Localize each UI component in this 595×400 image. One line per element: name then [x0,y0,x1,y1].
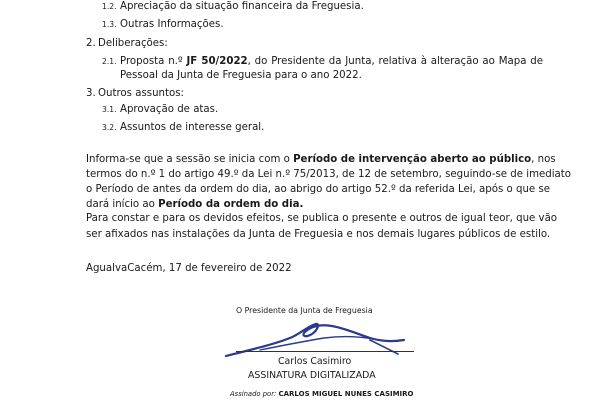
handwritten-signature [220,316,410,360]
stamp-label: Assinado por: [230,390,277,398]
item-text: Outros assuntos: [98,88,184,99]
bold-text: Período de intervenção aberto ao público [293,154,532,165]
text-run: , nos [531,154,556,165]
item-number: 1.2. [102,2,117,11]
proposal-number: JF 50/2022 [186,56,248,67]
item-text: Aprovação de atas. [120,104,219,115]
item-text: Apreciação da situação financeira da Freguesia. [120,1,364,12]
item-text-pre: Proposta n.º [120,56,187,67]
signatory-role: O Presidente da Junta de Freguesia [236,306,373,315]
item-text [120,55,543,68]
stamp-name: CARLOS MIGUEL NUNES CASIMIRO [278,390,414,398]
text-run: dará início ao [86,199,159,210]
signature-caption: ASSINATURA DIGITALIZADA [248,370,376,381]
item-text: Outras Informações. [120,19,224,30]
text-run: Informa-se que a sessão se inicia com o [86,154,294,165]
item-text-line2: Pessoal da Junta de Freguesia para o ano 2022. [120,70,362,81]
signature-line [236,351,414,352]
item-number: 2. [86,38,96,49]
item-number: 2.1. [102,57,117,66]
item-text: Deliberações: [98,38,168,49]
signatory-name: Carlos Casimiro [278,356,352,367]
document-date: AgualvaCacém, 17 de fevereiro de 2022 [86,263,292,274]
bold-text: Período da ordem do dia. [158,199,304,210]
digital-signature-stamp [230,390,414,398]
item-text-post: , do Presidente da Junta, relativa à alteração ao Mapa de [247,56,543,67]
item-number: 3.1. [102,105,117,114]
paragraph-line [86,153,556,166]
paragraph-line: Para constar e para os devidos efeitos, se publica o presente e outros de igual teor, que vão [86,213,558,224]
item-text: Assuntos de interesse geral. [120,122,265,133]
item-number: 1.3. [102,20,117,29]
paragraph-line: termos do n.º 1 do artigo 49.º da Lei n.º 75/2013, de 12 de setembro, seguindo-se de imediato [86,169,572,180]
paragraph-line: o Período de antes da ordem do dia, ao abrigo do artigo 52.º da referida Lei, após o que se [86,184,551,195]
paragraph-line: ser afixados nas instalações da Junta de Freguesia e nos demais lugares públicos de estilo. [86,229,551,240]
paragraph-line [86,198,303,211]
item-number: 3.2. [102,123,117,132]
item-number: 3. [86,88,96,99]
